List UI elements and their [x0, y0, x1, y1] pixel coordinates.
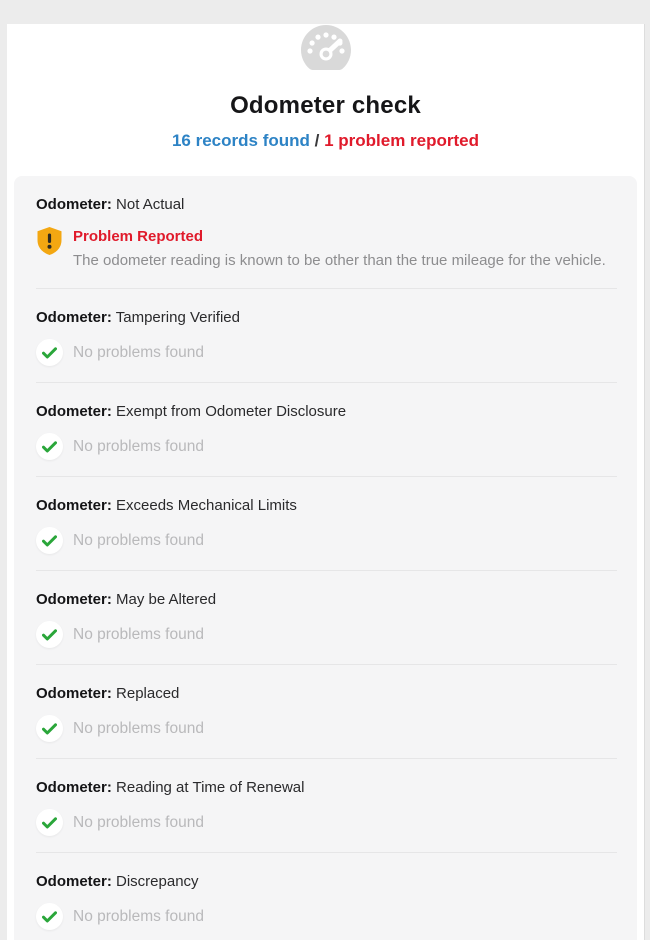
check-title: Odometer: Discrepancy — [36, 873, 199, 890]
check-row-exempt-disclosure — [36, 383, 617, 477]
check-icon — [36, 903, 63, 930]
check-title: Odometer: Tampering Verified — [36, 309, 240, 326]
check-icon — [36, 527, 63, 554]
check-status-ok — [36, 621, 617, 648]
check-icon — [36, 433, 63, 460]
records-found-text: 16 records found — [171, 131, 310, 150]
check-icon — [36, 715, 63, 742]
status-text: No problems found — [73, 626, 204, 643]
speedometer-icon — [300, 24, 352, 70]
status-text: No problems found — [73, 438, 204, 455]
check-row-reading-at-renewal — [36, 759, 617, 853]
page-title: Odometer check — [230, 92, 421, 119]
problems-reported-text: 1 problem reported — [324, 131, 480, 150]
check-status-ok — [36, 809, 617, 836]
check-status-ok — [36, 903, 617, 930]
status-text: No problems found — [73, 908, 204, 925]
warning-shield-icon — [36, 226, 63, 256]
check-row-not-actual — [36, 176, 617, 289]
problem-status-label: Problem Reported — [73, 228, 204, 245]
check-status-ok — [36, 339, 617, 366]
check-title: Odometer: May be Altered — [36, 591, 217, 608]
status-text: No problems found — [73, 720, 204, 737]
check-title: Odometer: Replaced — [36, 685, 180, 702]
records-summary — [7, 130, 644, 152]
check-title: Odometer: Not Actual — [36, 196, 185, 213]
check-title: Odometer: Exceeds Mechanical Limits — [36, 497, 297, 514]
odometer-check-page — [7, 24, 645, 940]
check-status-ok — [36, 433, 617, 460]
check-title: Odometer: Exempt from Odometer Disclosure — [36, 403, 347, 420]
check-row-exceeds-mechanical-limits — [36, 477, 617, 571]
check-status-problem — [36, 226, 617, 272]
check-title: Odometer: Reading at Time of Renewal — [36, 779, 305, 796]
check-row-discrepancy — [36, 853, 617, 940]
check-icon — [36, 339, 63, 366]
problem-body — [73, 226, 606, 272]
odometer-checks-card — [14, 176, 637, 940]
status-text: No problems found — [73, 344, 204, 361]
status-text: No problems found — [73, 814, 204, 831]
check-status-ok — [36, 715, 617, 742]
check-row-replaced — [36, 665, 617, 759]
check-icon — [36, 809, 63, 836]
check-row-tampering-verified — [36, 289, 617, 383]
summary-separator: / — [314, 131, 320, 150]
problem-description: The odometer reading is known to be other than the true mileage for the vehicle. — [73, 252, 606, 269]
check-row-may-be-altered — [36, 571, 617, 665]
check-status-ok — [36, 527, 617, 554]
check-icon — [36, 621, 63, 648]
status-text: No problems found — [73, 532, 204, 549]
